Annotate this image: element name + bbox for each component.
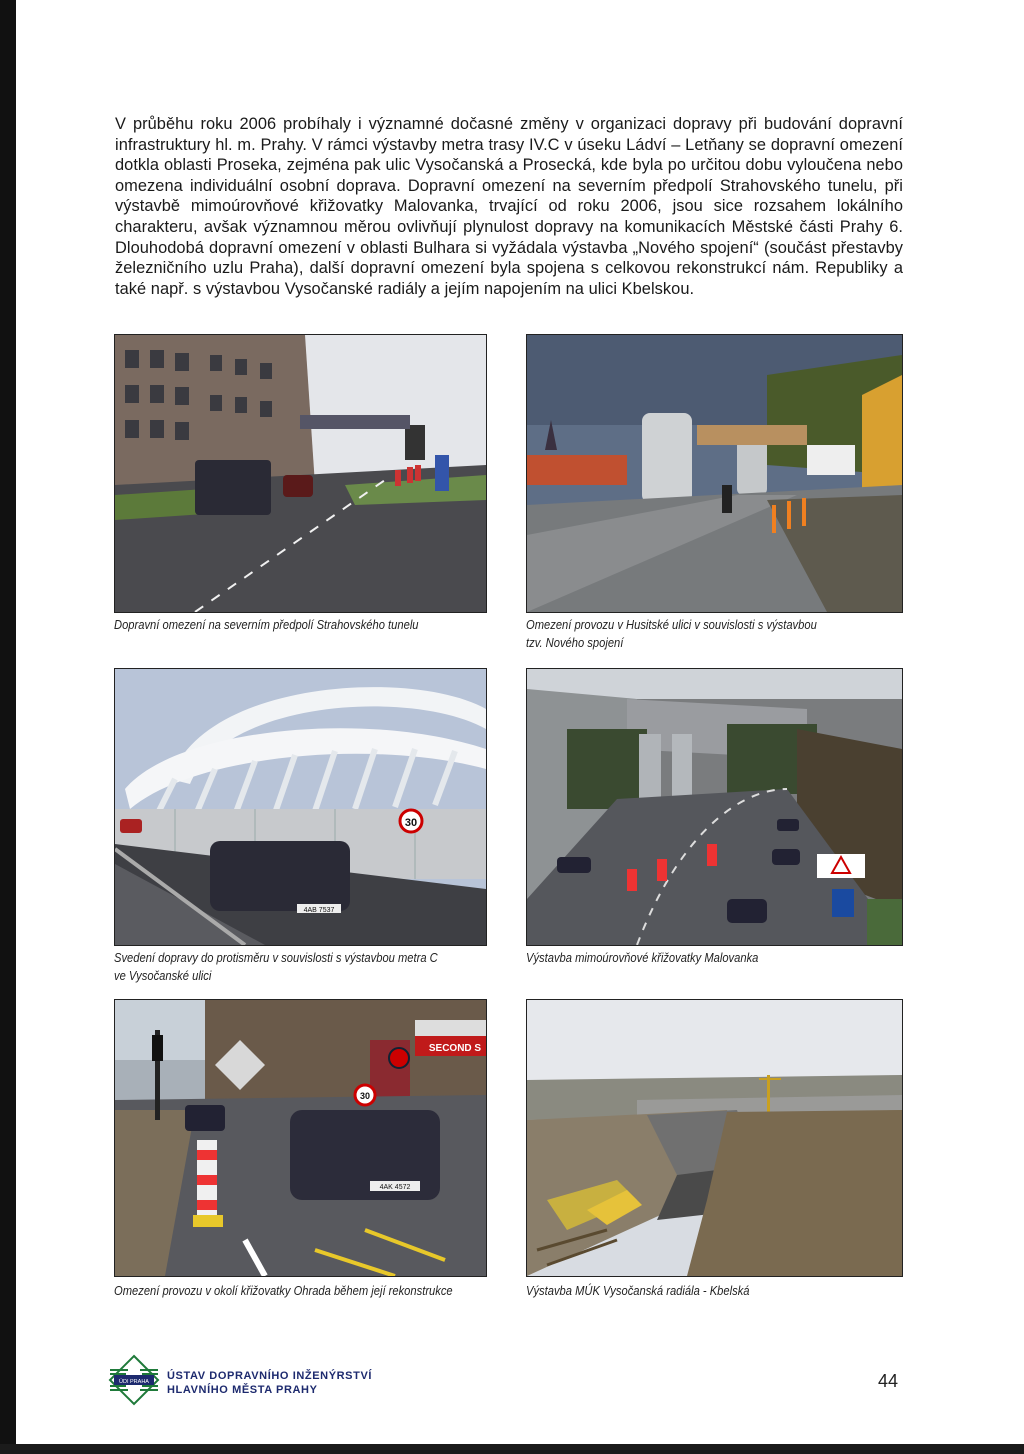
logo-text: ÚDI PRAHA bbox=[119, 1379, 149, 1385]
photo-ohrada-junction bbox=[114, 999, 487, 1277]
footer-organization bbox=[167, 1369, 372, 1397]
caption-photo-1: Dopravní omezení na severním předpolí Strahovského tunelu bbox=[114, 617, 419, 632]
udi-logo-icon bbox=[108, 1354, 160, 1406]
page-number: 44 bbox=[878, 1371, 899, 1391]
photo-muk-vysocanska bbox=[526, 999, 903, 1277]
org-line-1: ÚSTAV DOPRAVNÍHO INŽENÝRSTVÍ bbox=[167, 1370, 373, 1382]
org-line-2: HLAVNÍHO MĚSTA PRAHY bbox=[167, 1384, 318, 1396]
speed-limit-sign: 30 bbox=[404, 817, 418, 829]
photo-husitska-street bbox=[526, 334, 903, 613]
scan-edge-left bbox=[0, 0, 16, 1454]
caption-photo-3: Svedení dopravy do protisměru v souvislosti s výstavbou metra C ve Vysočanské ulici bbox=[114, 950, 438, 983]
speed-limit-sign: 30 bbox=[359, 1091, 371, 1101]
intro-paragraph: V průběhu roku 2006 probíhaly i významné dočasné změny v organizaci dopravy při budování dopravní infrastruktury hl. m. Prahy. V rámci výstavby metra trasy IV.C v úseku Ládví – Letňany se dopravní omezení dotkla oblasti Proseka, zejména pak ulic Vysočanská a Prosecká, kde byla po určitou dobu vyloučena nebo omezena individuální osobní doprava. Dopravní omezení na severním předpolí Strahovského tunelu, při výstavbě mimoúrovňové křižovatky Malovanka, trvající od roku 2006, jsou sice rozsahem lokálního charakteru, avšak významnou měrou ovlivňují plynulost dopravy na komunikacích Městské části Prahy 6. Dlouhodobá dopravní omezení v oblasti Bulhara si vyžádala výstavba „Nového spojení“ (součást přestavby železničního uzlu Praha), další dopravní omezení byla spojena s celkovou rekonstrukcí nám. Republiky a také např. s výstavbou Vysočanské radiály a jejím napojením na ulici Kbelskou. bbox=[115, 115, 903, 298]
scan-edge-bottom bbox=[0, 1444, 1024, 1454]
shop-sign: SECOND S bbox=[428, 1043, 482, 1054]
caption-photo-6: Výstavba MÚK Vysočanská radiála - Kbelská bbox=[526, 1283, 750, 1298]
license-plate: 4AB 7537 bbox=[303, 907, 335, 914]
caption-photo-2: Omezení provozu v Husitské ulici v souvislosti s výstavbou tzv. Nového spojení bbox=[526, 617, 817, 650]
photo-strahov-tunnel bbox=[114, 334, 487, 613]
license-plate: 4AK 4572 bbox=[379, 1184, 411, 1191]
photo-vysocanska-counterflow bbox=[114, 668, 487, 946]
caption-photo-4: Výstavba mimoúrovňové křižovatky Malovanka bbox=[526, 950, 759, 965]
photo-malovanka-interchange bbox=[526, 668, 903, 946]
caption-photo-5: Omezení provozu v okolí křižovatky Ohrada během její rekonstrukce bbox=[114, 1283, 453, 1298]
